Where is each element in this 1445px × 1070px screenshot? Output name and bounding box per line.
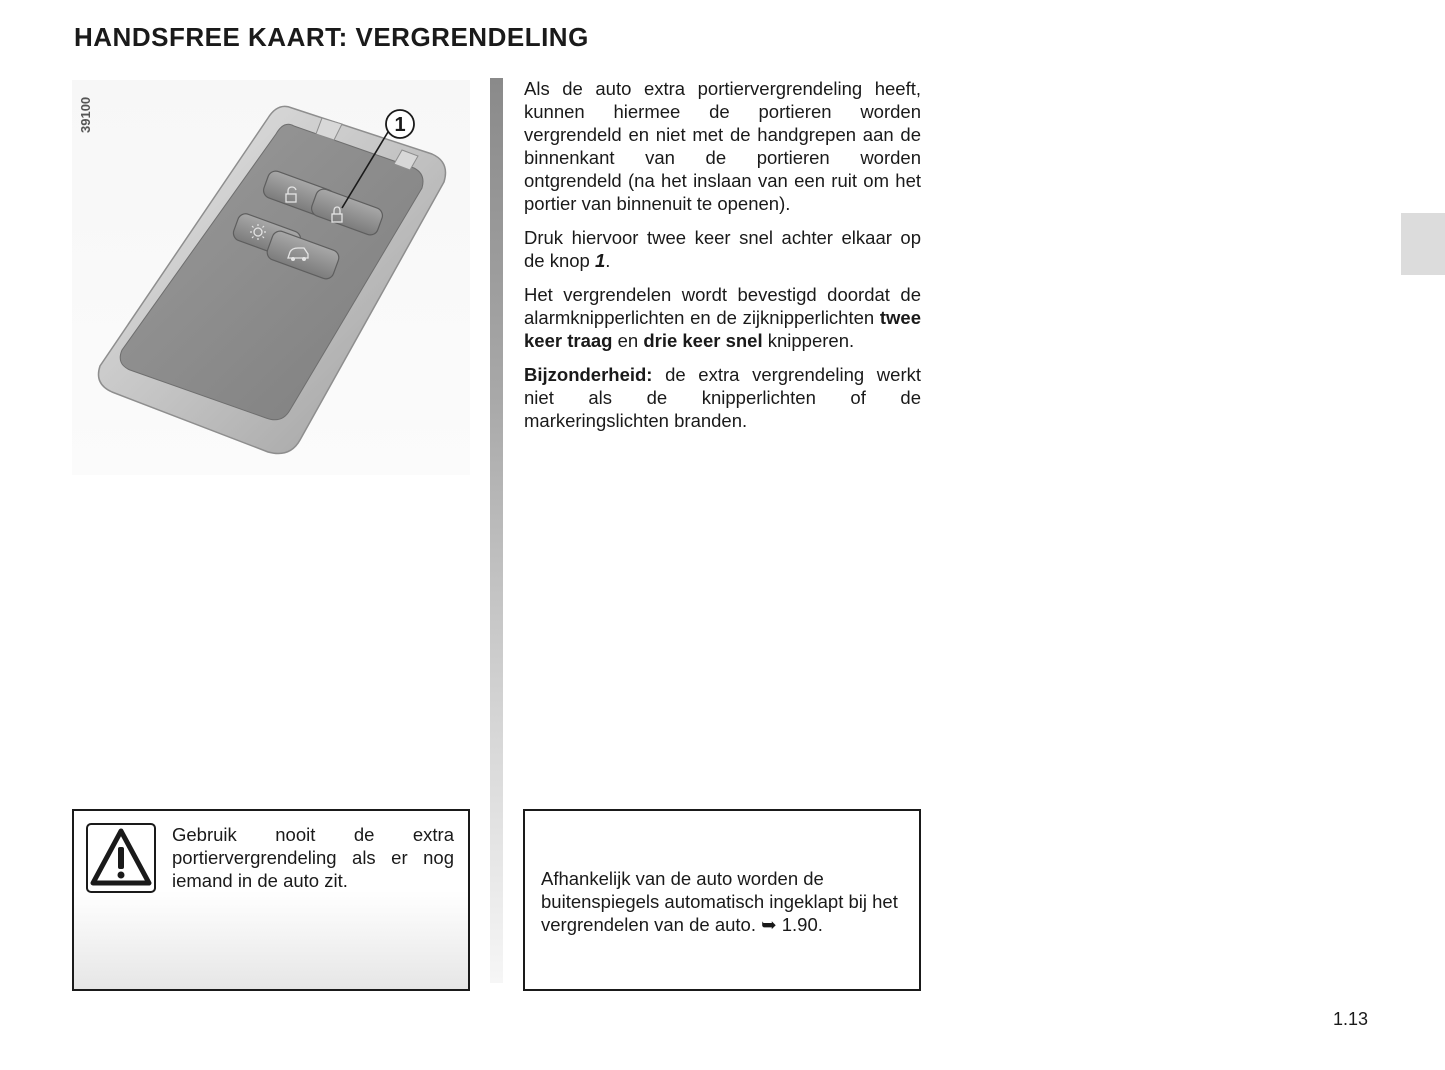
particularity-label: Bijzonderheid:: [524, 364, 653, 385]
info-text: Afhankelijk van de auto worden de buitenspiegels automatisch ingeklapt bij het vergrendelen van de auto. ➥ 1.90.: [541, 868, 898, 935]
button-reference: 1: [594, 250, 606, 271]
page-number: 1.13: [1333, 1009, 1369, 1029]
warning-icon: [86, 823, 156, 893]
warning-text: Gebruik nooit de extra portiervergrendeling als er nog iemand in de auto zit.: [172, 824, 454, 891]
paragraph-confirmation: Het vergrendelen wordt bevestigd doordat de alarmknipperlichten en de zijknipperlichten twee keer traag en drie keer snel knipperen.: [524, 284, 921, 351]
paragraph-particularity: Bijzonderheid: de extra vergrendeling werkt niet als de knipperlichten of de markeringslichten branden.: [524, 364, 921, 431]
info-box: [523, 809, 921, 991]
chapter-tab: [1401, 213, 1445, 275]
paragraph-intro: Als de auto extra portiervergrendeling heeft, kunnen hiermee de portieren worden vergrendeld en niet met de handgrepen aan de binnenkant van de portieren worden ontgrendeld (na het inslaan van een ruit om het portier van binnenuit te openen).: [524, 78, 921, 214]
callout-number: 1: [394, 114, 406, 136]
warning-box: [72, 809, 470, 991]
key-card-figure: [72, 80, 470, 475]
column-divider: [490, 78, 503, 983]
paragraph-instruction: Druk hiervoor twee keer snel achter elkaar op de knop 1.: [524, 227, 921, 271]
page-title: HANDSFREE KAART: VERGRENDELING: [74, 22, 589, 52]
key-card-illustration: [72, 80, 470, 475]
figure-code: 39100: [78, 96, 93, 133]
body-column: [524, 77, 921, 443]
